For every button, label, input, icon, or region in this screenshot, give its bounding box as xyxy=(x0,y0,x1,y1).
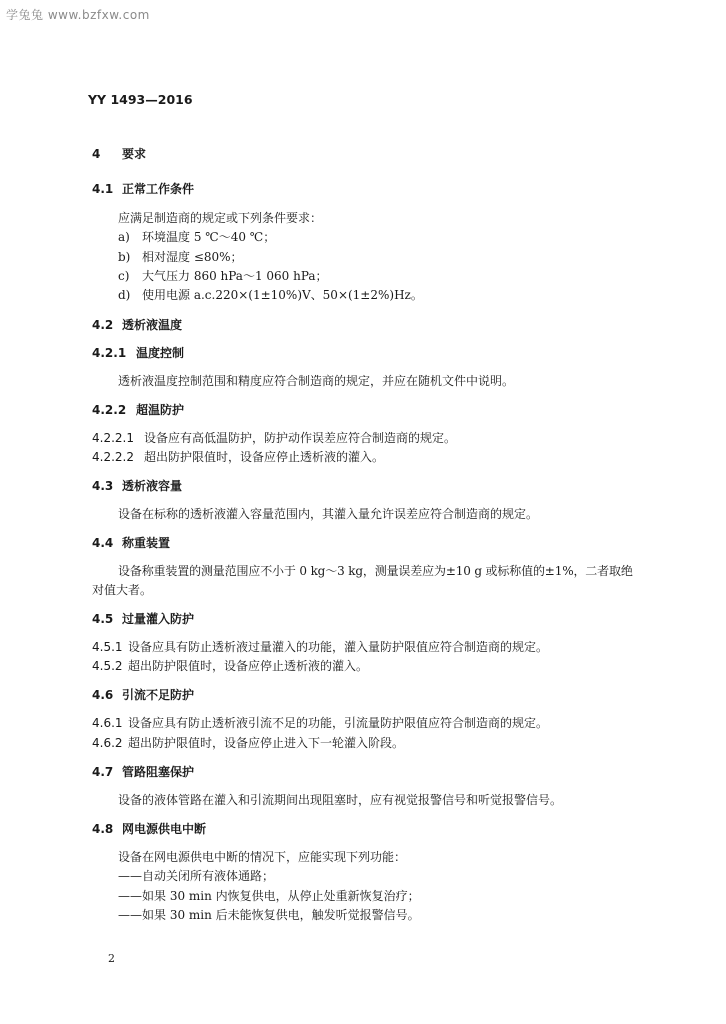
paragraph-4-4-line2: 对值大者。 xyxy=(92,583,153,597)
clause-text: 设备应具有防止透析液过量灌入的功能，灌入量防护限值应符合制造商的规定。 xyxy=(128,640,549,654)
section-number: 4.8 xyxy=(92,822,114,836)
list-item xyxy=(118,248,243,265)
clause-text: 超出防护限值时，设备应停止进入下一轮灌入阶段。 xyxy=(128,736,405,750)
section-title: 称重装置 xyxy=(122,536,171,550)
section-number: 4.2.1 xyxy=(92,346,127,360)
paragraph-4-1-intro: 应满足制造商的规定或下列条件要求： xyxy=(118,211,323,225)
document-id: YY 1493—2016 xyxy=(88,92,193,107)
section-heading-4-7 xyxy=(92,763,194,780)
paragraph-4-3: 设备在标称的透析液灌入容量范围内，其灌入量允许误差应符合制造商的规定。 xyxy=(118,507,539,521)
list-text: 使用电源 a.c.220×(1±10%)V、50×(1±2%)Hz。 xyxy=(142,288,423,302)
section-title: 过量灌入防护 xyxy=(122,612,195,626)
section-heading-4-2-1 xyxy=(92,344,184,361)
section-title: 网电源供电中断 xyxy=(122,822,207,836)
section-title: 管路阻塞保护 xyxy=(122,765,195,779)
section-heading-4-3 xyxy=(92,477,182,494)
clause-text: 超出防护限值时，设备应停止透析液的灌入。 xyxy=(128,659,369,673)
section-heading-4-1 xyxy=(92,180,194,197)
section-number: 4.1 xyxy=(92,182,114,196)
section-number: 4.3 xyxy=(92,479,114,493)
clause-number: 4.6.1 xyxy=(92,716,123,730)
clause-text: 设备应有高低温防护，防护动作误差应符合制造商的规定。 xyxy=(144,431,457,445)
section-heading-4-2 xyxy=(92,316,182,333)
list-text: 环境温度 5 ℃～40 ℃； xyxy=(142,230,276,244)
section-number: 4 xyxy=(92,147,101,161)
paragraph-4-2-1: 透析液温度控制范围和精度应符合制造商的规定，并应在随机文件中说明。 xyxy=(118,374,515,388)
section-number: 4.5 xyxy=(92,612,114,626)
list-label: c) xyxy=(118,269,130,283)
section-number: 4.6 xyxy=(92,688,114,702)
section-title: 正常工作条件 xyxy=(122,182,195,196)
list-item xyxy=(118,228,275,245)
section-title: 要求 xyxy=(122,147,147,161)
section-title: 透析液温度 xyxy=(122,318,183,332)
clause-4-2-2-2 xyxy=(92,448,384,465)
clause-4-6-1 xyxy=(92,714,548,731)
clause-4-6-2 xyxy=(92,734,404,751)
section-heading-4-2-2 xyxy=(92,401,184,418)
section-heading-4-6 xyxy=(92,686,194,703)
clause-4-5-1 xyxy=(92,638,548,655)
clause-number: 4.2.2.2 xyxy=(92,450,134,464)
section-heading-4-5 xyxy=(92,610,194,627)
list-label: d) xyxy=(118,288,131,302)
list-label: a) xyxy=(118,230,130,244)
section-heading-4-8 xyxy=(92,820,206,837)
clause-text: 设备应具有防止透析液引流不足的功能，引流量防护限值应符合制造商的规定。 xyxy=(128,716,549,730)
clause-4-2-2-1 xyxy=(92,429,456,446)
section-number: 4.4 xyxy=(92,536,114,550)
section-title: 温度控制 xyxy=(136,346,185,360)
list-item xyxy=(118,267,328,284)
dash-list-item: ——如果 30 min 内恢复供电，从停止处重新恢复治疗； xyxy=(118,889,420,903)
paragraph-4-4-line1: 设备称重装置的测量范围应不小于 0 kg～3 kg，测量误差应为±10 g 或标称值的±1%，二者取绝 xyxy=(118,564,633,578)
paragraph-4-8-intro: 设备在网电源供电中断的情况下，应能实现下列功能： xyxy=(118,850,407,864)
clause-number: 4.5.2 xyxy=(92,659,123,673)
watermark-text: 学兔兔 www.bzfxw.com xyxy=(6,8,150,22)
clause-4-5-2 xyxy=(92,657,368,674)
section-title: 超温防护 xyxy=(136,403,185,417)
list-text: 相对湿度 ≤80%； xyxy=(142,250,243,264)
section-title: 透析液容量 xyxy=(122,479,183,493)
section-number: 4.2 xyxy=(92,318,114,332)
paragraph-4-7: 设备的液体管路在灌入和引流期间出现阻塞时，应有视觉报警信号和听觉报警信号。 xyxy=(118,793,563,807)
section-title: 引流不足防护 xyxy=(122,688,195,702)
dash-list-item: ——自动关闭所有液体通路； xyxy=(118,869,275,883)
section-heading-4-4 xyxy=(92,534,170,551)
page-number: 2 xyxy=(108,952,115,965)
dash-list-item: ——如果 30 min 后未能恢复供电，触发听觉报警信号。 xyxy=(118,908,420,922)
section-number: 4.2.2 xyxy=(92,403,127,417)
section-number: 4.7 xyxy=(92,765,114,779)
list-item xyxy=(118,286,423,303)
clause-number: 4.6.2 xyxy=(92,736,123,750)
clause-number: 4.5.1 xyxy=(92,640,123,654)
section-heading-4 xyxy=(92,145,146,162)
clause-text: 超出防护限值时，设备应停止透析液的灌入。 xyxy=(144,450,385,464)
clause-number: 4.2.2.1 xyxy=(92,431,134,445)
list-text: 大气压力 860 hPa～1 060 hPa； xyxy=(142,269,328,283)
list-label: b) xyxy=(118,250,131,264)
